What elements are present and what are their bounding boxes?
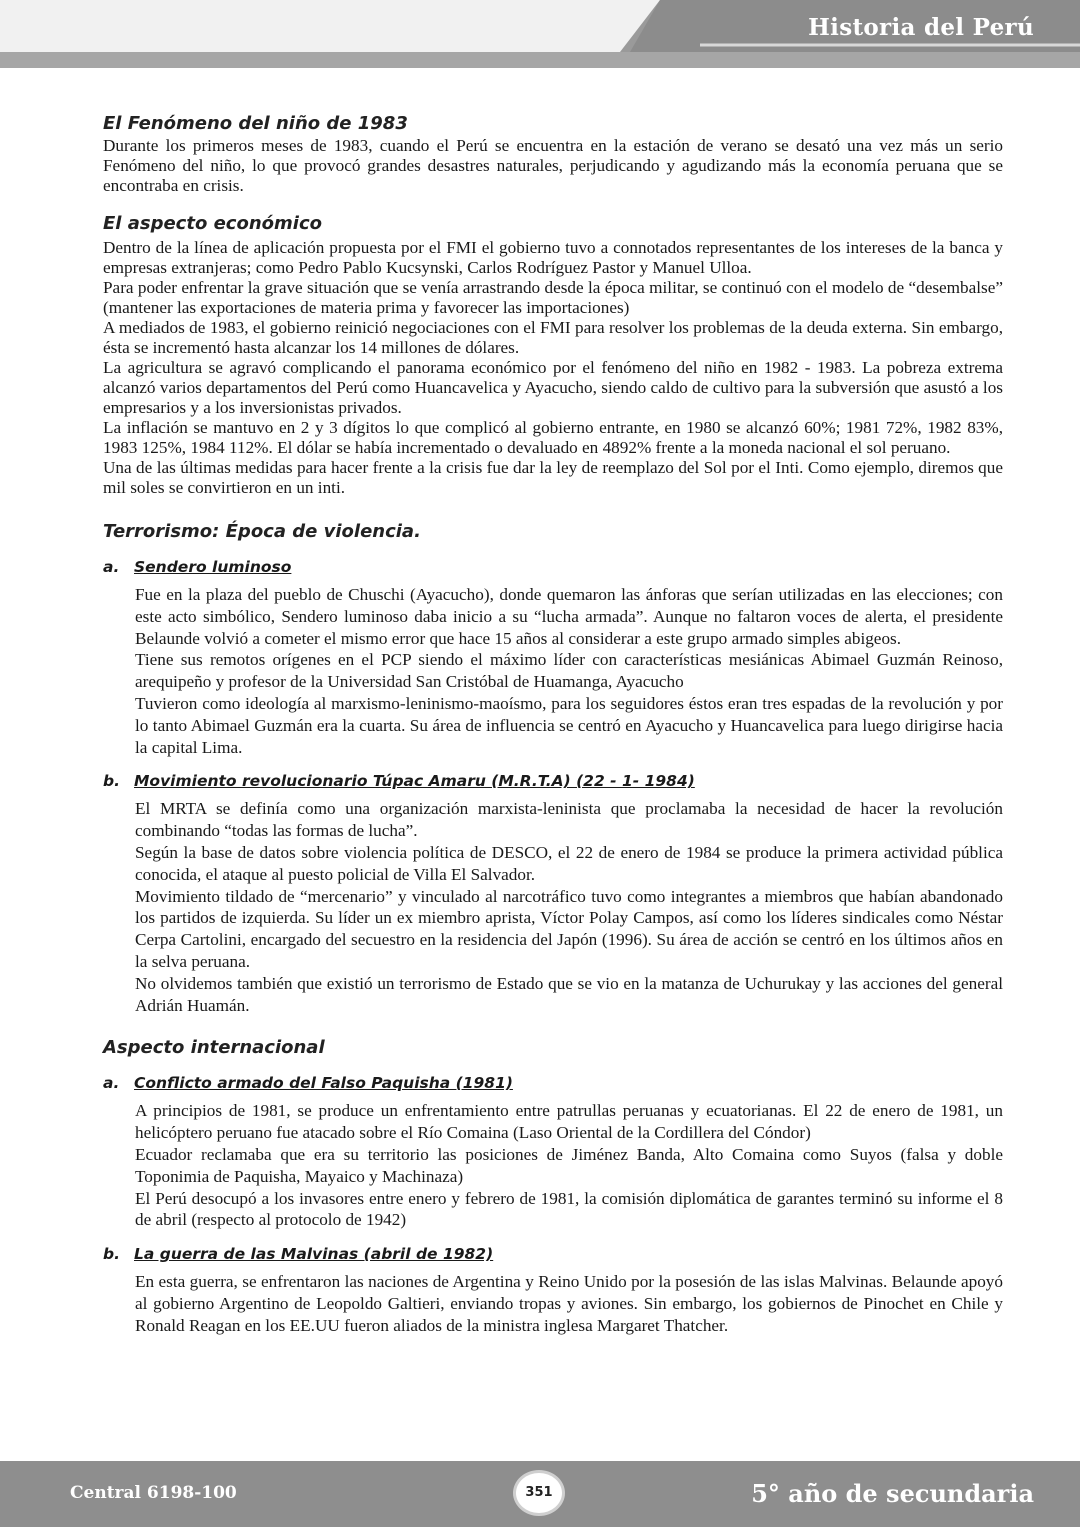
footer-phone: Central 6198-100 [70, 1483, 237, 1503]
paragraph: El MRTA se definía como una organización marxista-leninista que proclamaba la necesidad de hacer la revolución combinando “todas las formas de lucha”. [135, 799, 1003, 841]
subsection-heading [103, 772, 1003, 790]
paragraph: El Perú desocupó a los invasores entre enero y febrero de 1981, la comisión diplomática de garantes terminó su informe el 8 de abril (respecto al protocolo de 1942) [135, 1188, 1003, 1230]
subsection-title: Movimiento revolucionario Túpac Amaru (M.R.T.A) (22 - 1- 1984) [134, 772, 695, 791]
paragraph: La agricultura se agravó complicando el panorama económico por el fenómeno del niño en 1982 - 1983. La pobreza extrema alcanzó varios departamentos del Perú como Huancavelica y Ayacucho, siendo caldo de cultivo para la subversión que asustó a los empresarios y a los inversionistas privados. [103, 358, 1003, 417]
subsection-heading [103, 1074, 1003, 1092]
subsection-body [103, 798, 1003, 1016]
subsection-heading [103, 558, 1003, 576]
subsection-body [103, 1100, 1003, 1231]
section-title: Terrorismo: Época de violencia. [103, 521, 421, 542]
paragraph: No olvidemos también que existió un terrorismo de Estado que se vio en la matanza de Uchurukay y las acciones del general Adrián Huamán. [135, 973, 1003, 1015]
paragraph: Fue en la plaza del pueblo de Chuschi (Ayacucho), donde quemaron las ánforas que serían utilizadas en las elecciones; con este acto simbólico, Sendero luminoso daba inicio a su “lucha armada”. Aunque no faltaron voces de alerta, el presidente Belaunde volvió a cometer el mismo error que hace 15 años al considerar a este grupo armado simples abigeos. [135, 585, 1003, 648]
paragraph: A mediados de 1983, el gobierno reinició negociaciones con el FMI para resolver los problemas de la deuda externa. Sin embargo, ésta se incrementó hasta alcanzar los 14 millones de dólares. [103, 318, 1003, 357]
subsection-title: Sendero luminoso [134, 558, 292, 576]
footer-grade: 5° año de secundaria [751, 1479, 1034, 1508]
paragraph: Movimiento tildado de “mercenario” y vinculado al narcotráfico tuvo como integrantes a miembros que habían abandonado los partidos de izquierda. Su líder un ex miembro aprista, Víctor Polay Campos, así como los líderes sindicales como Néstar Cerpa Cartolini, encargado del secuestro en la residencia del Japón (1996). Su área de acción se centró en los últimos años en la selva peruana. [135, 886, 1003, 971]
paragraph: La inflación se mantuvo en 2 y 3 dígitos lo que complicó al gobierno entrante, en 1980 se alcanzó 60%; 1981 72%, 1982 83%, 1983 125%, 1984 112%. El dólar se había incrementado o devaluado en 4892% frente a la moneda nacional el sol peruano. [103, 418, 1003, 457]
subsection-title: Conflicto armado del Falso Paquisha (1981) [134, 1074, 513, 1093]
page-content [103, 112, 1003, 1353]
subsection-letter: a. [103, 1074, 120, 1093]
subsection-title: La guerra de las Malvinas (abril de 1982) [134, 1245, 494, 1264]
paragraph: A principios de 1981, se produce un enfrentamiento entre patrullas peruanas y ecuatorianas. El 22 de enero de 1981, un helicóptero peruano fue atacado sobre el Río Comaina (Laso Oriental de la Cordillera del Cóndor) [135, 1101, 1003, 1143]
subsection-heading [103, 1245, 1003, 1263]
subsection-body [103, 584, 1003, 758]
paragraph: Para poder enfrentar la grave situación que se venía arrastrando desde la época militar, se continuó con el modelo de “desembalse” (mantener las exportaciones de materia prima y favorecer las importaciones) [103, 278, 1003, 317]
paragraph: Según la base de datos sobre violencia política de DESCO, el 22 de enero de 1984 se produce la primera actividad pública conocida, el ataque al puesto policial de Villa El Salvador. [135, 842, 1003, 884]
paragraph: En esta guerra, se enfrentaron las naciones de Argentina y Reino Unido por la posesión de las islas Malvinas. Belaunde apoyó al gobierno Argentino de Leopoldo Galtieri, enviando tropas y aviones. Sin embargo, los gobiernos de Pinochet en Chile y Ronald Reagan en los EE.UU fueron aliados de la ministra inglesa Margaret Thatcher. [135, 1272, 1003, 1335]
paragraph: Dentro de la línea de aplicación propuesta por el FMI el gobierno tuvo a connotados representantes de los intereses de la banca y empresas extranjeras; como Pedro Pablo Kucsynski, Carlos Rodríguez Pastor y Manuel Ulloa. [103, 238, 1003, 277]
paragraph: Tiene sus remotos orígenes en el PCP siendo el máximo líder con características mesiánicas Abimael Guzmán Reinoso, arequipeño y profesor de la Universidad San Cristóbal de Huamanga, Ayacucho [135, 650, 1003, 692]
section-title: El aspecto económico [103, 213, 322, 234]
page-header [0, 0, 1080, 68]
subsection-body [103, 1271, 1003, 1336]
section-title: El Fenómeno del niño de 1983 [103, 113, 408, 134]
section-terrorismo [103, 520, 1003, 1016]
section-economico [103, 212, 1003, 498]
section-internacional [103, 1036, 1003, 1336]
subsection-letter: a. [103, 558, 120, 576]
paragraph: Tuvieron como ideología al marxismo-leninismo-maoísmo, para los seguidores éstos eran tres espadas de la revolución y por lo tanto Abimael Guzmán era la cuarta. Su área de influencia se centró en Ayacucho y Huancavelica para luego dirigirse hacia la capital Lima. [135, 693, 1003, 757]
section-title: Aspecto internacional [103, 1037, 325, 1059]
paragraph: Ecuador reclamaba que era su territorio las posiciones de Jiménez Banda, Alto Comaina como Suyos (falsa y doble Toponimia de Paquisha, Mayaico y Machinaza) [135, 1144, 1003, 1186]
subsection-letter: b. [103, 772, 120, 791]
subsection-letter: b. [103, 1245, 120, 1264]
paragraph: Una de las últimas medidas para hacer frente a la crisis fue dar la ley de reemplazo del Sol por el Inti. Como ejemplo, diremos que mil soles se convirtieron en un inti. [103, 458, 1003, 497]
section-nino [103, 112, 1003, 196]
page-number: 351 [513, 1470, 565, 1516]
book-title: Historia del Perú [808, 14, 1034, 41]
paragraph: Durante los primeros meses de 1983, cuando el Perú se encuentra en la estación de verano se desató una vez más un serio Fenómeno del niño, lo que provocó grandes desastres naturales, perjudicando y agudizando más la economía peruana que se encontraba en crisis. [103, 136, 1003, 195]
